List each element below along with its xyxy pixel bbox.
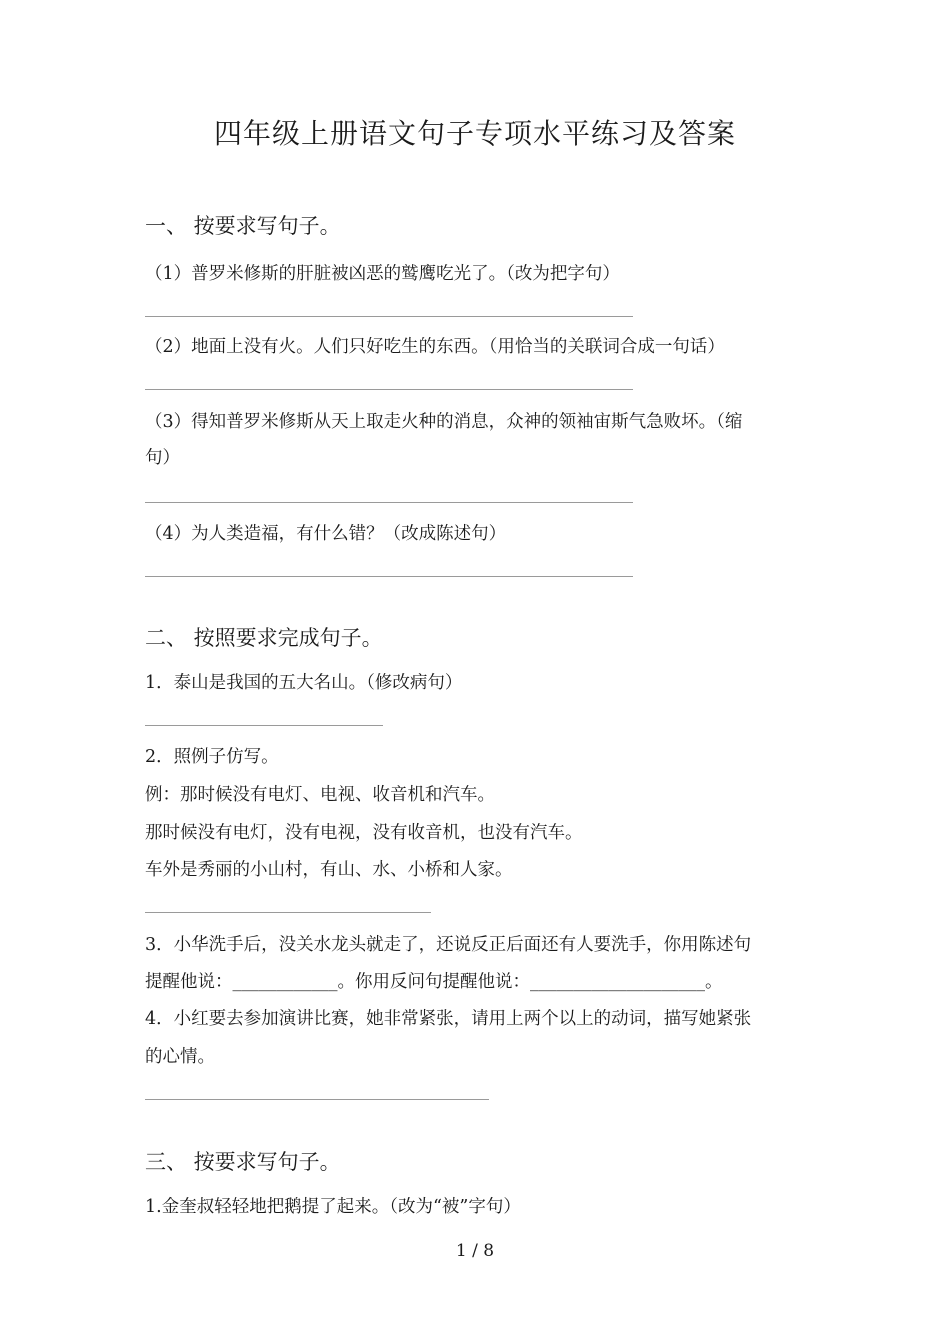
section-heading-1: 一、 按要求写句子。	[145, 214, 341, 238]
question-2-4-continued: 的心情。	[145, 1047, 215, 1067]
answer-line-1-2	[145, 389, 633, 390]
question-3-1: 1.金奎叔轻轻地把鹅提了起来。（改为“被”字句）	[145, 1197, 521, 1217]
question-1-2: （2）地面上没有火。人们只好吃生的东西。（用恰当的关联词合成一句话）	[145, 337, 725, 357]
answer-line-2-1	[145, 725, 383, 726]
example-line-3: 车外是秀丽的小山村，有山、水、小桥和人家。	[145, 860, 513, 880]
question-2-4: 4．小红要去参加演讲比赛，她非常紧张，请用上两个以上的动词，描写她紧张	[145, 1009, 752, 1029]
answer-line-1-1	[145, 316, 633, 317]
question-1-1: （1）普罗米修斯的肝脏被凶恶的鹫鹰吃光了。（改为把字句）	[145, 264, 620, 284]
page-number: 1 / 8	[455, 1241, 495, 1261]
question-2-3: 3．小华洗手后，没关水龙头就走了，还说反正后面还有人要洗手，你用陈述句	[145, 935, 752, 955]
question-2-1: 1．泰山是我国的五大名山。（修改病句）	[145, 673, 463, 693]
answer-line-2-2	[145, 912, 431, 913]
section-heading-3: 三、 按要求写句子。	[145, 1150, 341, 1174]
question-1-3-continued: 句）	[145, 448, 180, 468]
answer-line-1-4	[145, 576, 633, 577]
answer-line-1-3	[145, 502, 633, 503]
question-2-2: 2．照例子仿写。	[145, 747, 279, 767]
example-line-1: 例：那时候没有电灯、电视、收音机和汽车。	[145, 785, 495, 805]
question-2-3-continued: 提醒他说：____________。你用反问句提醒他说：____________________。	[145, 972, 723, 992]
question-1-3: （3）得知普罗米修斯从天上取走火种的消息，众神的领袖宙斯气急败坏。（缩	[145, 412, 743, 432]
section-heading-2: 二、 按照要求完成句子。	[145, 626, 383, 650]
page-title: 四年级上册语文句子专项水平练习及答案	[213, 117, 736, 150]
example-line-2: 那时候没有电灯，没有电视，没有收音机，也没有汽车。	[145, 823, 583, 843]
answer-line-2-4	[145, 1099, 489, 1100]
question-1-4: （4）为人类造福，有什么错？（改成陈述句）	[145, 524, 507, 544]
